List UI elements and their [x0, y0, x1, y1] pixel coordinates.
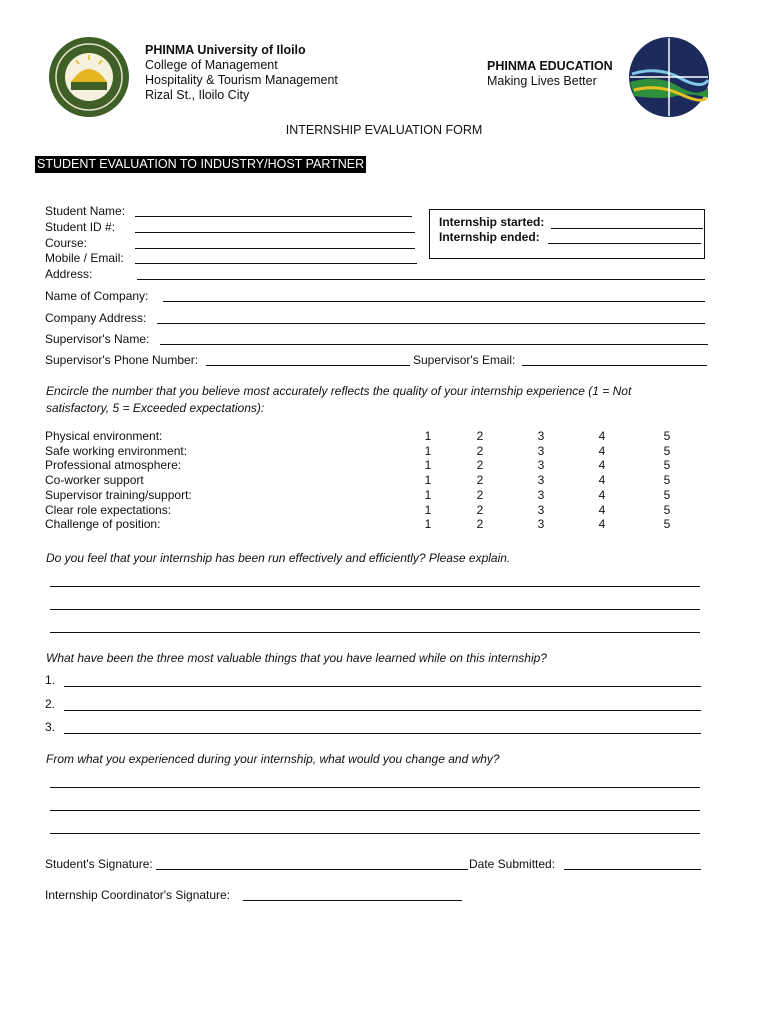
rating-option-2[interactable]: 2: [476, 502, 484, 517]
rating-option-3[interactable]: 3: [537, 502, 545, 517]
question-3-answer-line-1[interactable]: [50, 787, 700, 788]
rating-item-label: Safe working environment:: [45, 443, 188, 458]
rating-option-2[interactable]: 2: [476, 443, 484, 458]
question-3-answer-line-2[interactable]: [50, 810, 700, 811]
course-field[interactable]: [135, 248, 415, 249]
phinma-education-logo: [628, 36, 710, 118]
rating-option-3[interactable]: 3: [537, 517, 545, 532]
question-2-item-number: 3.: [45, 720, 56, 734]
question-1: Do you feel that your internship has been run effectively and efficiently? Please explain.: [46, 551, 511, 565]
rating-option-1[interactable]: 1: [424, 487, 432, 502]
student-signature-label: Student's Signature:: [45, 857, 153, 871]
question-1-answer-line-3[interactable]: [50, 632, 700, 633]
rating-option-4[interactable]: 4: [598, 473, 606, 488]
rating-option-4[interactable]: 4: [598, 458, 606, 473]
question-2-item-number: 1.: [45, 673, 56, 687]
rating-item-label: Co-worker support: [45, 473, 144, 488]
rating-option-2[interactable]: 2: [476, 429, 484, 443]
question-3: From what you experienced during your internship, what would you change and why?: [46, 752, 500, 766]
rating-option-2[interactable]: 2: [476, 458, 484, 473]
course-label: Course:: [45, 236, 88, 250]
section-title: STUDENT EVALUATION TO INDUSTRY/HOST PARTNER: [37, 157, 365, 171]
rating-item-label: Challenge of position:: [45, 517, 161, 532]
rating-option-4[interactable]: 4: [598, 517, 606, 532]
address-field[interactable]: [137, 279, 705, 280]
company-name-field[interactable]: [163, 301, 705, 302]
rating-option-5[interactable]: 5: [663, 443, 671, 458]
student-id-label: Student ID #:: [45, 220, 116, 234]
rating-option-3[interactable]: 3: [537, 487, 545, 502]
rating-option-2[interactable]: 2: [476, 473, 484, 488]
phinma-brand-block: [487, 59, 613, 89]
coordinator-signature-field[interactable]: [243, 900, 462, 901]
student-name-field[interactable]: [135, 216, 412, 217]
rating-option-1[interactable]: 1: [424, 473, 432, 488]
rating-item-label: Supervisor training/support:: [45, 487, 192, 502]
college-name: College of Management: [145, 58, 278, 72]
student-name-label: Student Name:: [45, 204, 126, 218]
university-header: [145, 43, 338, 103]
question-2-answer-line-2[interactable]: [64, 710, 701, 711]
date-submitted-field[interactable]: [564, 869, 701, 870]
rating-instruction-line-2: satisfactory, 5 = Exceeded expectations):: [46, 401, 265, 415]
supervisor-name-field[interactable]: [160, 344, 708, 345]
rating-option-4[interactable]: 4: [598, 487, 606, 502]
student-id-field[interactable]: [135, 232, 415, 233]
mobile-email-field[interactable]: [135, 263, 417, 264]
company-name-label: Name of Company:: [45, 289, 149, 303]
rating-option-5[interactable]: 5: [663, 487, 671, 502]
question-2: What have been the three most valuable things that you have learned while on this internship?: [46, 651, 547, 665]
brand-tagline: Making Lives Better: [487, 74, 597, 88]
company-address-label: Company Address:: [45, 311, 147, 325]
question-2-answer-line-3[interactable]: [64, 733, 701, 734]
rating-option-2[interactable]: 2: [476, 487, 484, 502]
university-seal-logo: [48, 36, 130, 118]
rating-option-5[interactable]: 5: [663, 502, 671, 517]
rating-option-5[interactable]: 5: [663, 473, 671, 488]
rating-option-1[interactable]: 1: [424, 502, 432, 517]
rating-item-label: Clear role expectations:: [45, 502, 172, 517]
internship-started-label: Internship started:: [439, 215, 545, 229]
rating-option-5[interactable]: 5: [663, 429, 671, 443]
rating-option-3[interactable]: 3: [537, 429, 545, 443]
supervisor-name-label: Supervisor's Name:: [45, 332, 150, 346]
form-title: INTERNSHIP EVALUATION FORM: [285, 123, 483, 137]
internship-dates-box: [429, 209, 705, 259]
rating-item-label: Professional atmosphere:: [45, 458, 182, 473]
department-name: Hospitality & Tourism Management: [145, 73, 338, 87]
question-1-answer-line-1[interactable]: [50, 586, 700, 587]
rating-option-3[interactable]: 3: [537, 473, 545, 488]
rating-option-2[interactable]: 2: [476, 517, 484, 532]
rating-option-4[interactable]: 4: [598, 502, 606, 517]
rating-option-4[interactable]: 4: [598, 443, 606, 458]
university-name: PHINMA University of Iloilo: [145, 43, 306, 57]
question-2-item-number: 2.: [45, 697, 56, 711]
supervisor-email-field[interactable]: [522, 365, 707, 366]
address-label: Address:: [45, 267, 93, 281]
supervisor-email-label: Supervisor's Email:: [413, 353, 516, 367]
internship-ended-field[interactable]: [548, 243, 701, 244]
rating-option-1[interactable]: 1: [424, 458, 432, 473]
student-signature-field[interactable]: [156, 869, 468, 870]
date-submitted-label: Date Submitted:: [469, 857, 556, 871]
brand-name: PHINMA EDUCATION: [487, 59, 613, 73]
rating-option-4[interactable]: 4: [598, 429, 606, 443]
question-2-answer-line-1[interactable]: [64, 686, 701, 687]
rating-item-label: Physical environment:: [45, 429, 163, 443]
rating-instruction-line-1: Encircle the number that you believe most accurately reflects the quality of your internship experience (1 = Not: [46, 384, 632, 398]
rating-option-5[interactable]: 5: [663, 458, 671, 473]
mobile-email-label: Mobile / Email:: [45, 251, 124, 265]
coordinator-signature-label: Internship Coordinator's Signature:: [45, 888, 231, 902]
rating-option-1[interactable]: 1: [424, 429, 432, 443]
rating-option-3[interactable]: 3: [537, 443, 545, 458]
rating-option-5[interactable]: 5: [663, 517, 671, 532]
supervisor-phone-field[interactable]: [206, 365, 410, 366]
rating-option-1[interactable]: 1: [424, 443, 432, 458]
rating-option-1[interactable]: 1: [424, 517, 432, 532]
internship-started-field[interactable]: [551, 228, 703, 229]
internship-ended-label: Internship ended:: [439, 230, 540, 244]
rating-option-3[interactable]: 3: [537, 458, 545, 473]
company-address-field[interactable]: [157, 323, 705, 324]
supervisor-phone-label: Supervisor's Phone Number:: [45, 353, 199, 367]
university-address: Rizal St., Iloilo City: [145, 88, 250, 102]
question-1-answer-line-2[interactable]: [50, 609, 700, 610]
question-3-answer-line-3[interactable]: [50, 833, 700, 834]
